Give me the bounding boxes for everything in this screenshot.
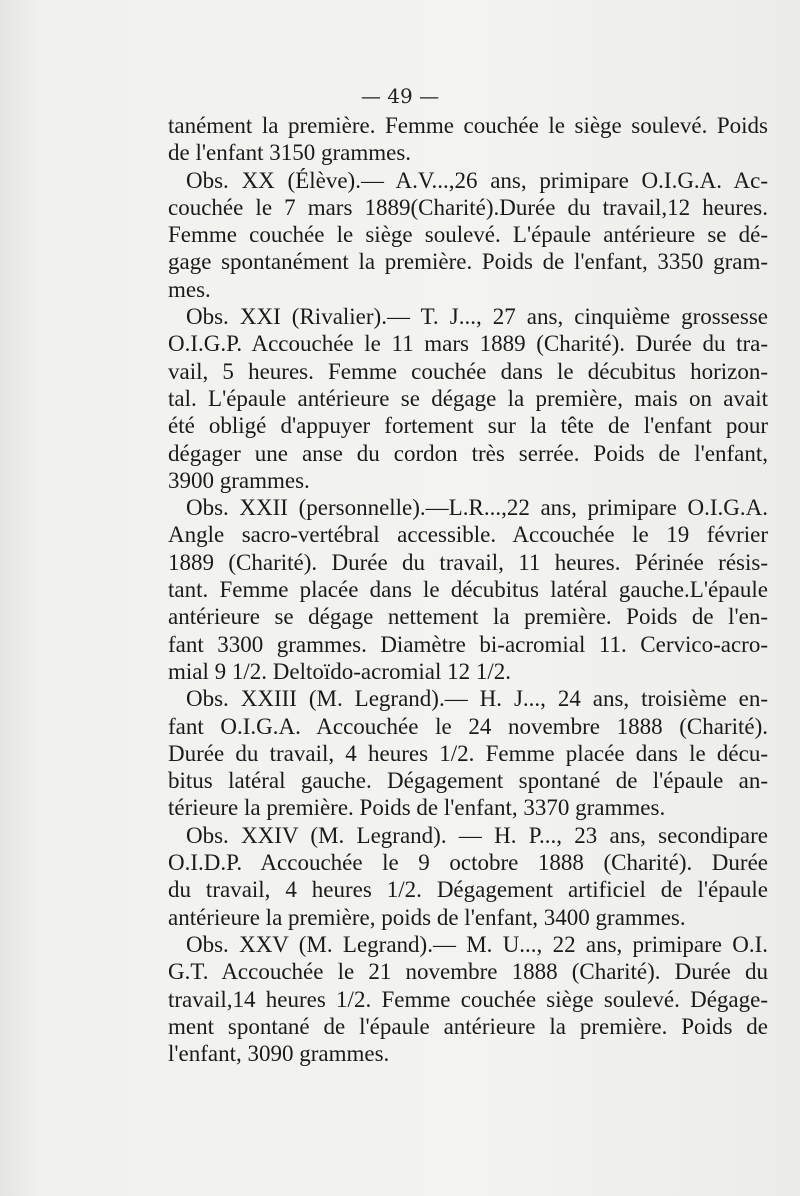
paragraph-obs-xxiii	[168, 685, 768, 821]
text-line: mial 9 1/2. Deltoïdo-acromial 12 1/2.	[168, 658, 512, 684]
text-line: Obs. XXIV (M. Legrand). — H. P..., 23 ans, secondipare	[186, 822, 768, 848]
text-line: Femme couchée le siège soulevé. L'épaule antérieure se dé-	[168, 222, 768, 248]
text-line: travail,14 heures 1/2. Femme couchée siège soulevé. Dégage-	[168, 986, 768, 1012]
text-line: Obs. XXIII (M. Legrand).— H. J..., 24 ans, troisième en-	[186, 686, 768, 712]
text-line: gage spontanément la première. Poids de l'enfant, 3350 gram-	[168, 249, 768, 275]
text-line: Obs. XXI (Rivalier).— T. J..., 27 ans, cinquième grossesse	[186, 304, 768, 330]
text-line: Obs. XX (Élève).— A.V...,26 ans, primipare O.I.G.A. Ac-	[186, 167, 768, 193]
text-line: couchée le 7 mars 1889(Charité).Durée du travail,12 heures.	[168, 194, 768, 220]
text-line: du travail, 4 heures 1/2. Dégagement artificiel de l'épaule	[168, 877, 768, 903]
text-line: antérieure se dégage nettement la première. Poids de l'en-	[168, 604, 768, 630]
paragraph-obs-xx	[168, 167, 768, 303]
page-number: — 49 —	[360, 84, 440, 108]
paragraph-obs-xxv	[168, 931, 768, 1067]
text-line: dégager une anse du cordon très serrée. Poids de l'enfant,	[168, 440, 768, 466]
text-line: antérieure la première, poids de l'enfant, 3400 grammes.	[168, 904, 686, 930]
text-line: tanément la première. Femme couchée le siège soulevé. Poids	[168, 113, 768, 138]
text-line: Obs. XXV (M. Legrand).— M. U..., 22 ans, primipare O.I.	[186, 931, 768, 957]
text-line: tal. L'épaule antérieure se dégage la première, mais on avait	[168, 385, 768, 411]
text-line: l'enfant, 3090 grammes.	[168, 1041, 390, 1067]
text-line: de l'enfant 3150 grammes.	[168, 140, 412, 166]
paragraph-obs-xxiv	[168, 822, 768, 931]
text-line: vail, 5 heures. Femme couchée dans le décubitus horizon-	[168, 358, 768, 384]
text-line: été obligé d'appuyer fortement sur la tête de l'enfant pour	[168, 413, 768, 439]
body-text	[168, 112, 768, 1067]
text-line: G.T. Accouchée le 21 novembre 1888 (Charité). Durée du	[168, 959, 768, 985]
text-line: ment spontané de l'épaule antérieure la première. Poids de	[168, 1013, 768, 1039]
text-line: térieure la première. Poids de l'enfant, 3370 grammes.	[168, 795, 666, 821]
paragraph-cont	[168, 112, 768, 167]
text-line: fant 3300 grammes. Diamètre bi-acromial 11. Cervico-acro-	[168, 631, 768, 657]
text-line: O.I.G.P. Accouchée le 11 mars 1889 (Charité). Durée du tra-	[168, 331, 768, 357]
paragraph-obs-xxii	[168, 494, 768, 685]
text-line: tant. Femme placée dans le décubitus latéral gauche.L'épaule	[168, 577, 768, 603]
text-line: O.I.D.P. Accouchée le 9 octobre 1888 (Charité). Durée	[168, 850, 768, 876]
text-line: Obs. XXII (personnelle).—L.R...,22 ans, primipare O.I.G.A.	[186, 495, 768, 521]
text-line: 3900 grammes.	[168, 467, 310, 493]
text-line: mes.	[168, 276, 211, 302]
paragraph-obs-xxi	[168, 303, 768, 494]
text-line: bitus latéral gauche. Dégagement spontané de l'épaule an-	[168, 768, 768, 794]
text-line: Durée du travail, 4 heures 1/2. Femme placée dans le décu-	[168, 740, 768, 766]
text-line: fant O.I.G.A. Accouchée le 24 novembre 1888 (Charité).	[168, 713, 768, 739]
text-line: Angle sacro-vertébral accessible. Accouchée le 19 février	[168, 522, 768, 548]
text-line: 1889 (Charité). Durée du travail, 11 heures. Périnée résis-	[168, 549, 768, 575]
